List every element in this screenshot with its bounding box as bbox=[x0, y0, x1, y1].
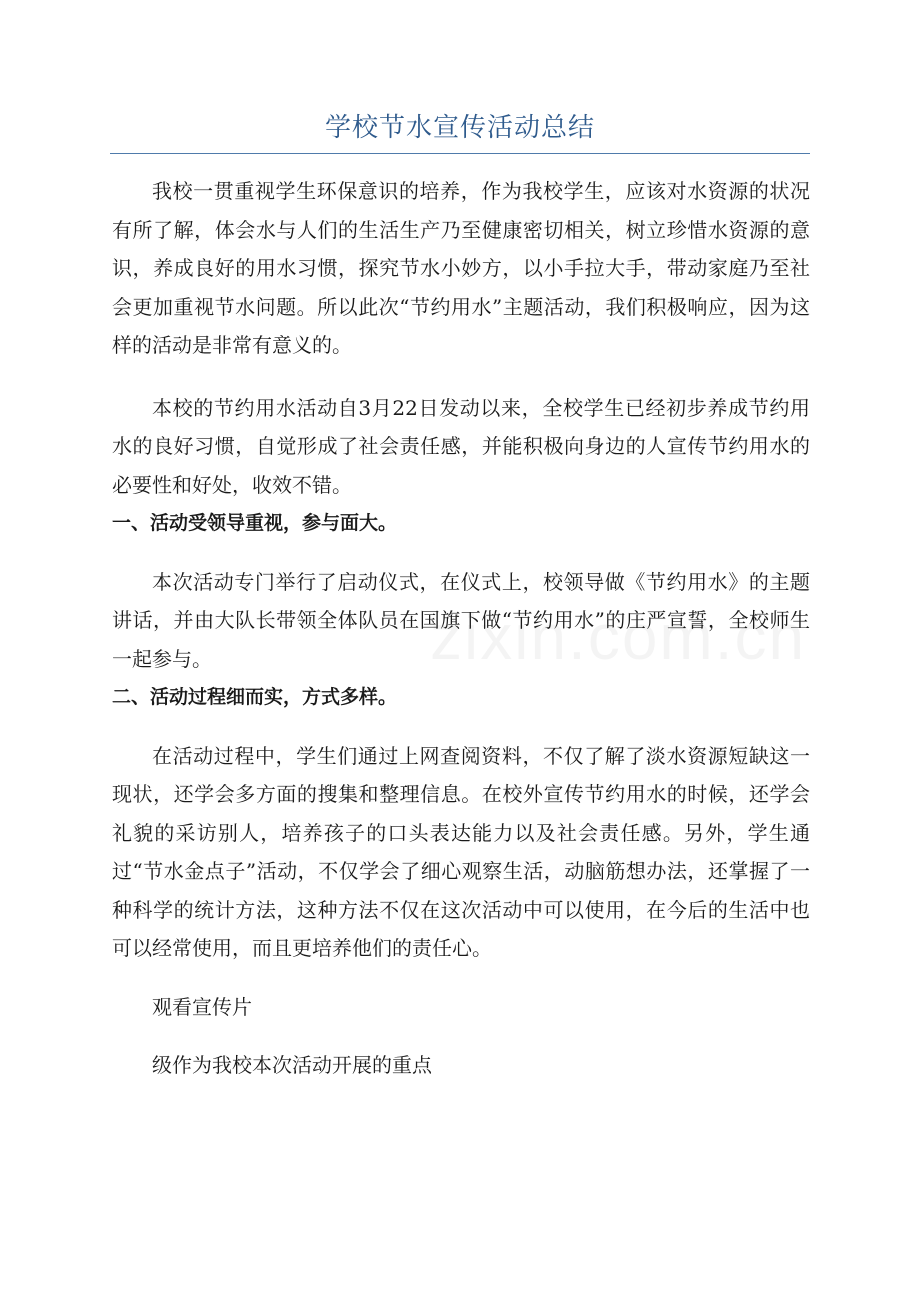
title-underline bbox=[110, 153, 810, 154]
paragraph-process: 在活动过程中，学生们通过上网查阅资料，不仅了解了淡水资源短缺这一现状，还学会多方面的搜集和整理信息。在校外宣传节约用水的时候，还学会礼貌的采访别人，培养孩子的口头表达能力以及社会责任感。另外，学生通过“节水金点子”活动，不仅学会了细心观察生活，动脑筋想办法，还掌握了一种科学的统计方法，这种方法不仅在这次活动中可以使用，在今后的生活中也可以经常使用，而且更培养他们的责任心。 bbox=[112, 743, 810, 960]
section-heading-1: 一、活动受领导重视，参与面大。 bbox=[112, 512, 398, 534]
document-body bbox=[112, 172, 810, 1085]
paragraph-ceremony: 本次活动专门举行了启动仪式，在仪式上，校领导做《节约用水》的主题讲话，并由大队长带领全体队员在国旗下做“节约用水”的庄严宣誓，全校师生一起参与。 bbox=[112, 569, 810, 671]
paragraph-video: 观看宣传片 bbox=[152, 994, 252, 1019]
section-heading-2: 二、活动过程细而实，方式多样。 bbox=[112, 686, 398, 708]
paragraph-launch: 本校的节约用水活动自3月22日发动以来，全校学生已经初步养成节约用水的良好习惯，自觉形成了社会责任感，并能积极向身边的人宣传节约用水的必要性和好处，收效不错。 bbox=[112, 395, 810, 497]
paragraph-intro: 我校一贯重视学生环保意识的培养，作为我校学生，应该对水资源的状况有所了解，体会水与人们的生活生产乃至健康密切相关，树立珍惜水资源的意识，养成良好的用水习惯，探究节水小妙方，以小手拉大手，带动家庭乃至社会更加重视节水问题。所以此次“节约用水”主题活动，我们积极响应，因为这样的活动是非常有意义的。 bbox=[112, 179, 810, 357]
document-title: 学校节水宣传活动总结 bbox=[324, 113, 595, 143]
paragraph-focus: 级作为我校本次活动开展的重点 bbox=[152, 1053, 432, 1077]
